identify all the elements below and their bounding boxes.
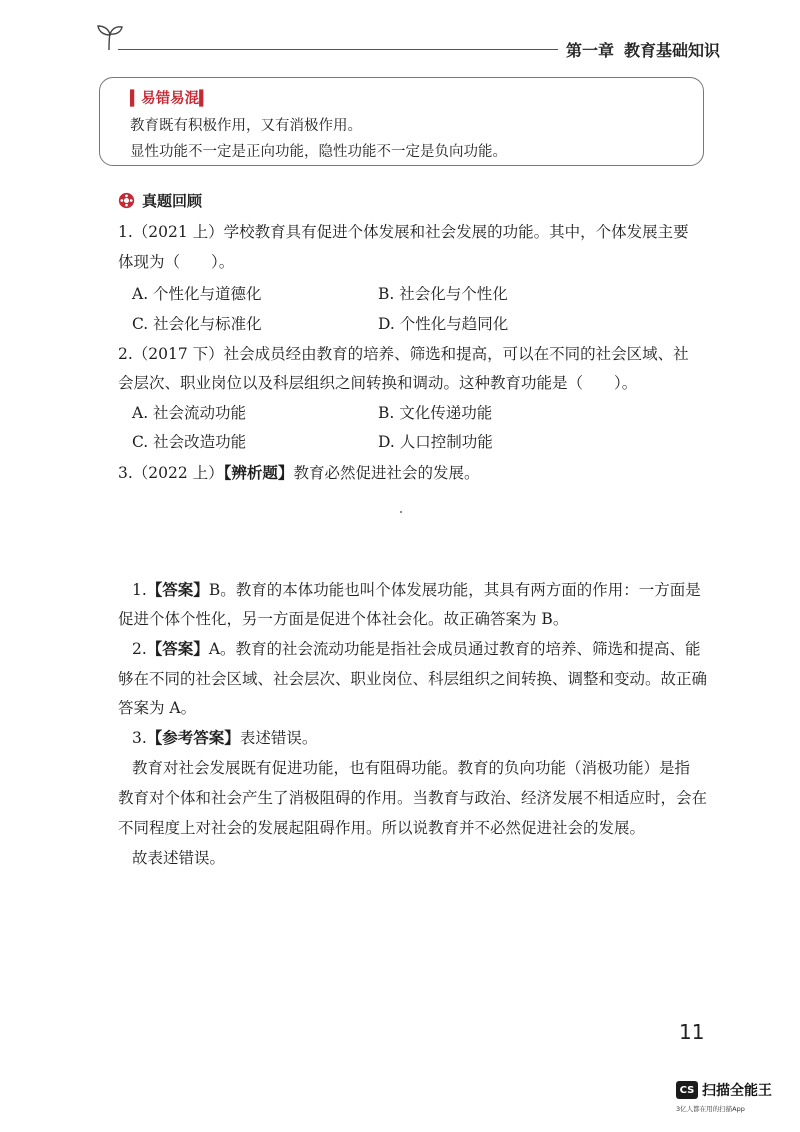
mistake-box	[99, 77, 704, 166]
a3-para-1: 教育对社会发展既有促进功能，也有阻碍功能。教育的负向功能（消极功能）是指	[132, 759, 691, 777]
flower-icon	[118, 192, 135, 209]
header-rule	[118, 49, 558, 50]
a1-tag: 【答案】	[146, 580, 209, 599]
brand-watermark	[676, 1080, 772, 1100]
a3-tag: 【参考答案】	[146, 728, 240, 747]
q2-option-a: A. 社会流动功能	[132, 404, 247, 422]
camscanner-logo-icon: CS	[676, 1081, 698, 1099]
a3-para-3: 不同程度上对社会的发展起阻碍作用。所以说教育并不必然促进社会的发展。	[118, 819, 646, 837]
a1-text: B。教育的本体功能也叫个体发展功能，其具有两方面的作用：一方面是	[208, 581, 701, 599]
mistake-line-1: 教育既有积极作用，又有消极作用。	[130, 118, 362, 134]
q1-option-a: A. 个性化与道德化	[132, 285, 262, 303]
chapter-name: 教育基础知识	[624, 41, 721, 60]
q2-option-d: D. 人口控制功能	[378, 433, 493, 451]
a2-number: 2.	[132, 640, 147, 658]
q1-line-2: 体现为（ ）。	[118, 253, 235, 271]
q1-option-b: B. 社会化与个性化	[378, 285, 508, 303]
q3-tag: 【辨析题】	[223, 463, 294, 482]
q2-option-b: B. 文化传递功能	[378, 404, 493, 422]
a3-text: 表述错误。	[239, 729, 318, 747]
a3-conclusion: 故表述错误。	[132, 849, 226, 867]
a3-para-2: 教育对个体和社会产生了消极阻碍的作用。当教育与政治、经济发展不相适应时，会在	[118, 789, 708, 807]
a2-line-3: 答案为 A。	[118, 699, 197, 717]
chapter-number: 第一章	[566, 41, 615, 60]
a1-number: 1.	[132, 581, 147, 599]
a2-line-2: 够在不同的社会区域、社会层次、职业岗位、科层组织之间转换、调整和变动。故正确	[118, 670, 708, 688]
section-heading	[118, 190, 202, 211]
brand-name: 扫描全能王	[702, 1083, 772, 1099]
q1-option-c: C. 社会化与标准化	[132, 315, 262, 333]
page-number: 11	[679, 1020, 705, 1044]
a1-line-1	[132, 578, 701, 600]
mistake-tag-label: 易错易混	[141, 91, 200, 107]
q3-text: 教育必然促进社会的发展。	[293, 464, 480, 482]
a1-line-2: 促进个体个性化，另一方面是促进个体社会化。故正确答案为 B。	[118, 610, 569, 628]
a2-tag: 【答案】	[146, 639, 209, 658]
q1-line-1: 1.（2021 上）学校教育具有促进个体发展和社会发展的功能。其中，个体发展主要	[118, 223, 689, 241]
chapter-header	[566, 38, 730, 61]
a2-line-1	[132, 637, 701, 659]
a2-text: A。教育的社会流动功能是指社会成员通过教育的培养、筛选和提高、能	[208, 640, 701, 658]
q2-line-1: 2.（2017 下）社会成员经由教育的培养、筛选和提高，可以在不同的社会区域、社	[118, 345, 689, 363]
section-title: 真题回顾	[142, 192, 203, 210]
mistake-line-2: 显性功能不一定是正向功能，隐性功能不一定是负向功能。	[130, 144, 507, 160]
a3-number: 3.	[132, 729, 147, 747]
brand-tagline: 3亿人都在用的扫描App	[676, 1105, 745, 1113]
q3-line	[118, 461, 479, 483]
q2-line-2: 会层次、职业岗位以及科层组织之间转换和调动。这种教育功能是（ ）。	[118, 374, 638, 392]
sprout-icon	[94, 22, 124, 52]
q1-option-d: D. 个性化与趋同化	[378, 315, 509, 333]
stray-dot	[400, 511, 402, 513]
q3-prefix: 3.（2022 上）	[118, 464, 224, 482]
mistake-tag: ▍易错易混▍	[130, 91, 211, 107]
a3-line-1	[132, 726, 317, 748]
q2-option-c: C. 社会改造功能	[132, 433, 247, 451]
